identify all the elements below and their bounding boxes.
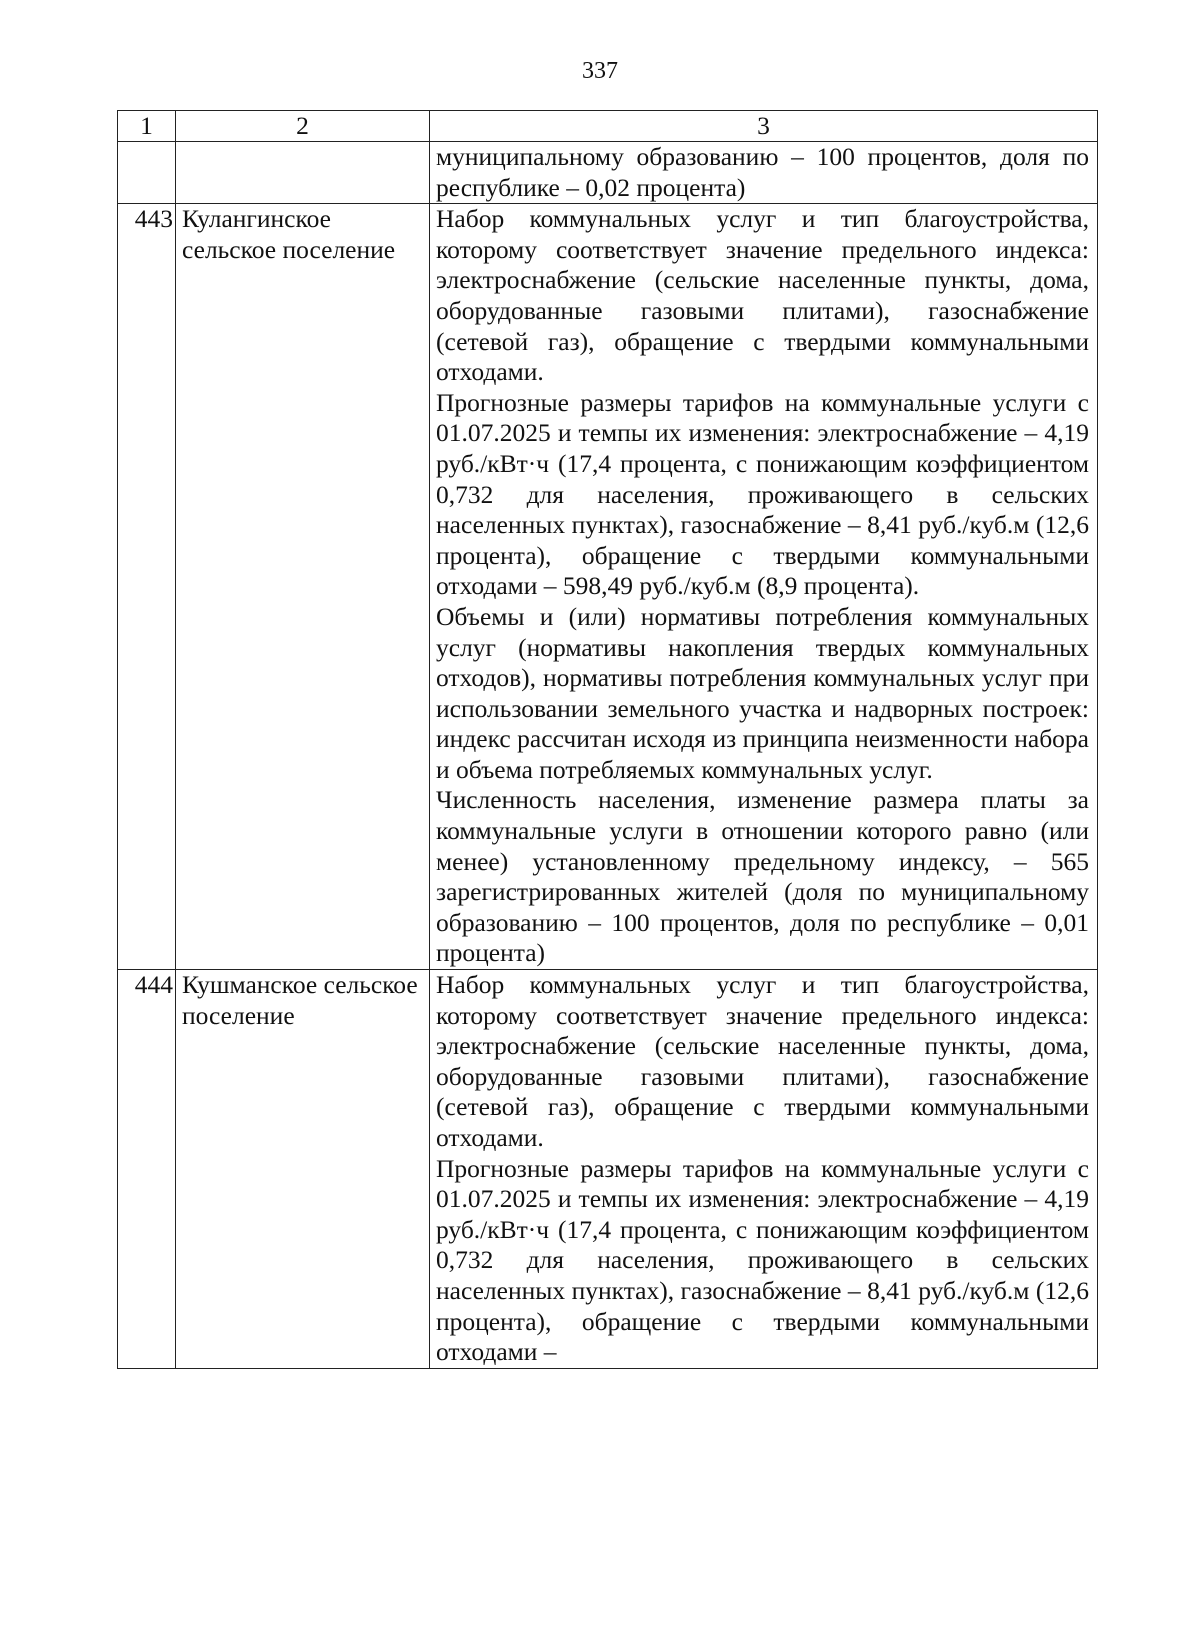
description-paragraph: Численность населения, изменение размера платы за коммунальные услуги в отношении которого равно (или менее) установленному предельному индексу, – 565 зарегистрированных жителей (доля по муниципальному образованию – 100 процентов, доля по республике – 0,01 процента) bbox=[436, 785, 1089, 968]
table-row bbox=[118, 142, 1098, 204]
tariff-table bbox=[117, 110, 1098, 1369]
page-number: 337 bbox=[582, 58, 618, 84]
row-number: 444 bbox=[118, 970, 176, 1369]
table-row bbox=[118, 970, 1098, 1369]
description-paragraph: Прогнозные размеры тарифов на коммунальные услуги с 01.07.2025 и темпы их изменения: электроснабжение – 4,19 руб./кВт·ч (17,4 процента, с понижающим коэффициентом 0,732 для населения, проживающего в сельских населенных пунктах), газоснабжение – 8,41 руб./куб.м (12,6 процента), обращение с твердыми коммунальными отходами – 598,49 руб./куб.м (8,9 процента). bbox=[436, 387, 1089, 601]
row-description bbox=[430, 970, 1098, 1369]
row-description bbox=[430, 204, 1098, 970]
row-number bbox=[118, 142, 176, 204]
header-col-2: 2 bbox=[176, 111, 430, 142]
description-paragraph: муниципальному образованию – 100 процентов, доля по республике – 0,02 процента) bbox=[436, 142, 1089, 202]
settlement-name: Кулангинское сельское поселение bbox=[176, 204, 430, 970]
settlement-name: Кушманское сельское поселение bbox=[176, 970, 430, 1369]
row-description bbox=[430, 142, 1098, 204]
description-paragraph: Набор коммунальных услуг и тип благоустройства, которому соответствует значение предельного индекса: электроснабжение (сельские населенные пункты, дома, оборудованные газовыми плитами), газоснабжение (сетевой газ), обращение с твердыми коммунальными отходами. bbox=[436, 970, 1089, 1152]
header-col-3: 3 bbox=[430, 111, 1098, 142]
table-row bbox=[118, 204, 1098, 970]
row-number: 443 bbox=[118, 204, 176, 970]
header-row bbox=[118, 111, 1098, 142]
header-col-1: 1 bbox=[118, 111, 176, 142]
settlement-name bbox=[176, 142, 430, 204]
description-paragraph: Набор коммунальных услуг и тип благоустройства, которому соответствует значение предельного индекса: электроснабжение (сельские населенные пункты, дома, оборудованные газовыми плитами), газоснабжение (сетевой газ), обращение с твердыми коммунальными отходами. bbox=[436, 204, 1089, 387]
description-paragraph: Объемы и (или) нормативы потребления коммунальных услуг (нормативы накопления твердых коммунальных отходов), нормативы потребления коммунальных услуг при использовании земельного участка и надворных построек: индекс рассчитан исходя из принципа неизменности набора и объема потребляемых коммунальных услуг. bbox=[436, 601, 1089, 784]
description-paragraph: Прогнозные размеры тарифов на коммунальные услуги с 01.07.2025 и темпы их изменения: электроснабжение – 4,19 руб./кВт·ч (17,4 процента, с понижающим коэффициентом 0,732 для населения, проживающего в сельских населенных пунктах), газоснабжение – 8,41 руб./куб.м (12,6 процента), обращение с твердыми коммунальными отходами – bbox=[436, 1153, 1089, 1367]
